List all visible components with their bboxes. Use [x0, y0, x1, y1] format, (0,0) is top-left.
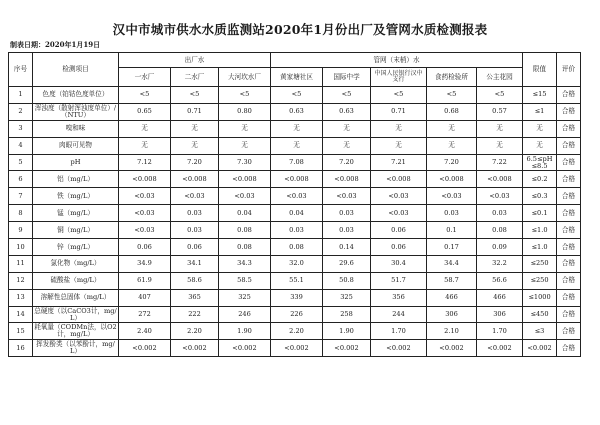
row-number: 11: [9, 255, 33, 272]
row-value: 306: [477, 306, 523, 323]
table-row: [9, 340, 581, 357]
row-number: 2: [9, 103, 33, 120]
row-value: 55.1: [271, 272, 323, 289]
row-item: pH: [33, 154, 119, 171]
row-number: 13: [9, 289, 33, 306]
row-value: 7.30: [219, 154, 271, 171]
row-value: <0.002: [323, 340, 371, 357]
row-value: <0.03: [119, 188, 171, 205]
row-value: 58.5: [219, 272, 271, 289]
row-limit: ≤15: [523, 87, 557, 104]
row-value: <0.008: [219, 171, 271, 188]
row-limit: 无: [523, 120, 557, 137]
row-eval: 合格: [557, 272, 581, 289]
row-value: 51.7: [371, 272, 427, 289]
header-group-factory: 出厂水: [119, 53, 271, 68]
row-eval: 合格: [557, 171, 581, 188]
row-value: <0.008: [119, 171, 171, 188]
row-number: 15: [9, 323, 33, 340]
row-eval: 合格: [557, 255, 581, 272]
row-value: <0.03: [171, 188, 219, 205]
row-value: 466: [477, 289, 523, 306]
header-site: 中国人民银行汉中支行: [371, 68, 427, 87]
row-value: 56.6: [477, 272, 523, 289]
row-value: 无: [427, 120, 477, 137]
row-value: 58.6: [171, 272, 219, 289]
row-value: <5: [427, 87, 477, 104]
row-value: 0.14: [323, 239, 371, 256]
row-value: 无: [119, 120, 171, 137]
row-value: 306: [427, 306, 477, 323]
row-value: <5: [219, 87, 271, 104]
row-eval: 合格: [557, 87, 581, 104]
row-value: 0.1: [427, 222, 477, 239]
row-item: 耗氧量（CODMn法，以O2计，mg/L）: [34, 323, 117, 339]
row-value: 325: [219, 289, 271, 306]
row-value: 0.71: [171, 103, 219, 120]
row-value: 无: [371, 120, 427, 137]
row-value: 2.20: [171, 323, 219, 340]
row-value: 0.03: [427, 205, 477, 222]
row-value: 2.10: [427, 323, 477, 340]
row-value: 7.08: [271, 154, 323, 171]
row-value: 无: [219, 120, 271, 137]
row-value: <0.008: [477, 171, 523, 188]
row-value: 1.90: [219, 323, 271, 340]
row-eval: 合格: [557, 188, 581, 205]
row-value: 34.4: [427, 255, 477, 272]
row-eval: 合格: [557, 103, 581, 120]
row-value: <5: [477, 87, 523, 104]
row-value: 222: [171, 306, 219, 323]
row-value: 0.71: [371, 103, 427, 120]
row-value: 50.8: [323, 272, 371, 289]
header-site: 食药检验所: [427, 68, 477, 87]
row-number: 9: [9, 222, 33, 239]
row-value: <5: [371, 87, 427, 104]
row-value: <0.002: [271, 340, 323, 357]
row-value: <0.002: [119, 340, 171, 357]
row-value: 0.68: [427, 103, 477, 120]
row-value: 272: [119, 306, 171, 323]
row-limit: ≤1: [523, 103, 557, 120]
row-value: 466: [427, 289, 477, 306]
header-site: 二水厂: [171, 68, 219, 87]
table-row: [9, 154, 581, 171]
row-eval: 合格: [557, 137, 581, 154]
row-limit: <0.002: [523, 340, 557, 357]
row-value: 无: [477, 120, 523, 137]
row-value: <5: [171, 87, 219, 104]
table-row: [9, 323, 581, 340]
row-limit: 无: [523, 137, 557, 154]
row-number: 10: [9, 239, 33, 256]
row-value: 0.03: [171, 205, 219, 222]
row-value: 无: [477, 137, 523, 154]
row-value: 1.70: [477, 323, 523, 340]
row-eval: 合格: [557, 222, 581, 239]
row-value: <0.002: [427, 340, 477, 357]
row-item: 色度（铂钴色度单位）: [33, 87, 119, 104]
row-value: <0.03: [219, 188, 271, 205]
header-site: 大河坎水厂: [219, 68, 271, 87]
row-value: 0.06: [119, 239, 171, 256]
table-row: [9, 120, 581, 137]
row-value: 0.06: [171, 239, 219, 256]
row-value: 7.12: [119, 154, 171, 171]
header-site: 国际中学: [323, 68, 371, 87]
row-value: 0.08: [219, 222, 271, 239]
row-value: <0.002: [219, 340, 271, 357]
row-number: 16: [9, 340, 33, 357]
row-number: 4: [9, 137, 33, 154]
report-date: 制表日期：2020年1月19日: [10, 40, 101, 49]
header-limit: 限值: [523, 53, 557, 87]
row-value: 0.65: [119, 103, 171, 120]
table-row: [9, 222, 581, 239]
table-row: [9, 306, 581, 323]
row-value: 无: [427, 137, 477, 154]
row-value: 0.03: [271, 222, 323, 239]
row-value: <0.03: [427, 188, 477, 205]
row-value: <0.008: [171, 171, 219, 188]
table-row: [9, 272, 581, 289]
row-value: 32.2: [477, 255, 523, 272]
row-value: <0.03: [371, 205, 427, 222]
table-row: [9, 137, 581, 154]
row-eval: 合格: [557, 289, 581, 306]
header-no: 序号: [9, 53, 33, 87]
row-value: 244: [371, 306, 427, 323]
report-title: 汉中市城市供水水质监测站2020年1月份出厂及管网水质检测报表: [112, 22, 488, 37]
row-item: 铜（mg/L）: [33, 222, 119, 239]
row-value: 0.80: [219, 103, 271, 120]
row-number: 14: [9, 306, 33, 323]
row-value: 7.20: [171, 154, 219, 171]
row-value: 34.1: [171, 255, 219, 272]
row-value: 7.21: [371, 154, 427, 171]
row-item: 铁（mg/L）: [33, 188, 119, 205]
row-item: 挥发酚类（以苯酚计，mg/L）: [33, 340, 119, 357]
header-site: 一水厂: [119, 68, 171, 87]
row-value: <0.03: [119, 205, 171, 222]
row-value: <0.008: [371, 171, 427, 188]
row-value: 0.08: [219, 239, 271, 256]
row-value: 无: [219, 137, 271, 154]
row-item: 氯化物（mg/L）: [33, 255, 119, 272]
header-item: 检测项目: [33, 53, 119, 87]
row-value: 7.20: [427, 154, 477, 171]
row-item: 肉眼可见物: [33, 137, 119, 154]
row-limit: ≤3: [523, 323, 557, 340]
row-number: 12: [9, 272, 33, 289]
row-value: 246: [219, 306, 271, 323]
table-body: [9, 87, 581, 357]
row-number: 3: [9, 120, 33, 137]
row-value: 0.08: [271, 239, 323, 256]
row-value: 29.6: [323, 255, 371, 272]
row-value: 339: [271, 289, 323, 306]
row-number: 1: [9, 87, 33, 104]
header-group-network: 管网（末梢）水: [271, 53, 523, 68]
row-limit: ≤0.2: [523, 171, 557, 188]
row-item: 总硬度（以CaCO3计，mg/L）: [34, 306, 117, 322]
row-value: 1.70: [371, 323, 427, 340]
table-row: [9, 103, 581, 120]
row-value: 0.08: [477, 222, 523, 239]
row-value: 1.90: [323, 323, 371, 340]
row-value: 2.20: [271, 323, 323, 340]
row-value: <5: [119, 87, 171, 104]
row-value: 58.7: [427, 272, 477, 289]
row-value: <5: [323, 87, 371, 104]
row-limit: ≤1000: [523, 289, 557, 306]
row-value: 无: [371, 137, 427, 154]
row-value: 无: [271, 137, 323, 154]
row-number: 8: [9, 205, 33, 222]
row-limit: ≤250: [523, 255, 557, 272]
row-value: 34.9: [119, 255, 171, 272]
row-value: 7.20: [323, 154, 371, 171]
row-value: 0.03: [323, 222, 371, 239]
row-value: 0.03: [323, 205, 371, 222]
table-row: [9, 171, 581, 188]
row-value: 356: [371, 289, 427, 306]
row-number: 7: [9, 188, 33, 205]
row-value: 0.03: [477, 205, 523, 222]
row-value: 0.63: [323, 103, 371, 120]
row-value: 无: [323, 120, 371, 137]
row-eval: 合格: [557, 205, 581, 222]
row-value: <0.008: [323, 171, 371, 188]
row-value: <0.002: [371, 340, 427, 357]
row-item: 铝（mg/L）: [33, 171, 119, 188]
row-value: <0.03: [271, 188, 323, 205]
row-value: 无: [323, 137, 371, 154]
row-value: 325: [323, 289, 371, 306]
table-row: [9, 87, 581, 104]
row-value: 无: [119, 137, 171, 154]
row-value: 32.0: [271, 255, 323, 272]
row-number: 6: [9, 171, 33, 188]
row-value: <0.002: [477, 340, 523, 357]
header-site: 黄家塘社区: [271, 68, 323, 87]
table-row: [9, 188, 581, 205]
row-value: 0.63: [271, 103, 323, 120]
row-value: <0.002: [171, 340, 219, 357]
row-value: 61.9: [119, 272, 171, 289]
row-value: 365: [171, 289, 219, 306]
row-limit: 6.5≤pH≤8.5: [523, 154, 557, 171]
row-value: 7.22: [477, 154, 523, 171]
row-value: 407: [119, 289, 171, 306]
row-value: 2.40: [119, 323, 171, 340]
water-quality-table: [8, 52, 581, 357]
row-value: 无: [171, 120, 219, 137]
row-value: <0.008: [427, 171, 477, 188]
row-value: <5: [271, 87, 323, 104]
row-value: 226: [271, 306, 323, 323]
row-eval: 合格: [557, 306, 581, 323]
header-site: 公主花园: [477, 68, 523, 87]
row-item: 硫酸盐（mg/L）: [33, 272, 119, 289]
row-value: 0.04: [219, 205, 271, 222]
row-value: 34.3: [219, 255, 271, 272]
table-row: [9, 239, 581, 256]
table-row: [9, 255, 581, 272]
row-limit: ≤1.0: [523, 239, 557, 256]
row-eval: 合格: [557, 120, 581, 137]
header-eval: 评价: [557, 53, 581, 87]
row-value: 0.17: [427, 239, 477, 256]
header-row-groups: [9, 53, 581, 68]
row-item: 浑浊度（散射浑浊度单位）/（NTU）: [33, 103, 119, 120]
table-row: [9, 289, 581, 306]
row-limit: ≤250: [523, 272, 557, 289]
row-value: 0.04: [271, 205, 323, 222]
row-eval: 合格: [557, 323, 581, 340]
row-value: <0.03: [477, 188, 523, 205]
row-item: 溶解性总固体（mg/L）: [33, 289, 119, 306]
row-item: 嗅和味: [33, 120, 119, 137]
row-value: 0.09: [477, 239, 523, 256]
row-value: 无: [171, 137, 219, 154]
table-row: [9, 205, 581, 222]
row-eval: 合格: [557, 239, 581, 256]
row-value: 0.06: [371, 222, 427, 239]
row-value: 0.03: [171, 222, 219, 239]
row-eval: 合格: [557, 154, 581, 171]
row-item: 锰（mg/L）: [33, 205, 119, 222]
row-value: <0.03: [119, 222, 171, 239]
row-limit: ≤0.3: [523, 188, 557, 205]
row-item: 锌（mg/L）: [33, 239, 119, 256]
row-value: 0.57: [477, 103, 523, 120]
row-value: 258: [323, 306, 371, 323]
row-value: 0.06: [371, 239, 427, 256]
row-value: 无: [271, 120, 323, 137]
row-value: <0.03: [323, 188, 371, 205]
row-number: 5: [9, 154, 33, 171]
row-limit: ≤0.1: [523, 205, 557, 222]
row-limit: ≤1.0: [523, 222, 557, 239]
row-eval: 合格: [557, 340, 581, 357]
row-value: <0.03: [371, 188, 427, 205]
row-value: 30.4: [371, 255, 427, 272]
row-value: <0.008: [271, 171, 323, 188]
row-limit: ≤450: [523, 306, 557, 323]
